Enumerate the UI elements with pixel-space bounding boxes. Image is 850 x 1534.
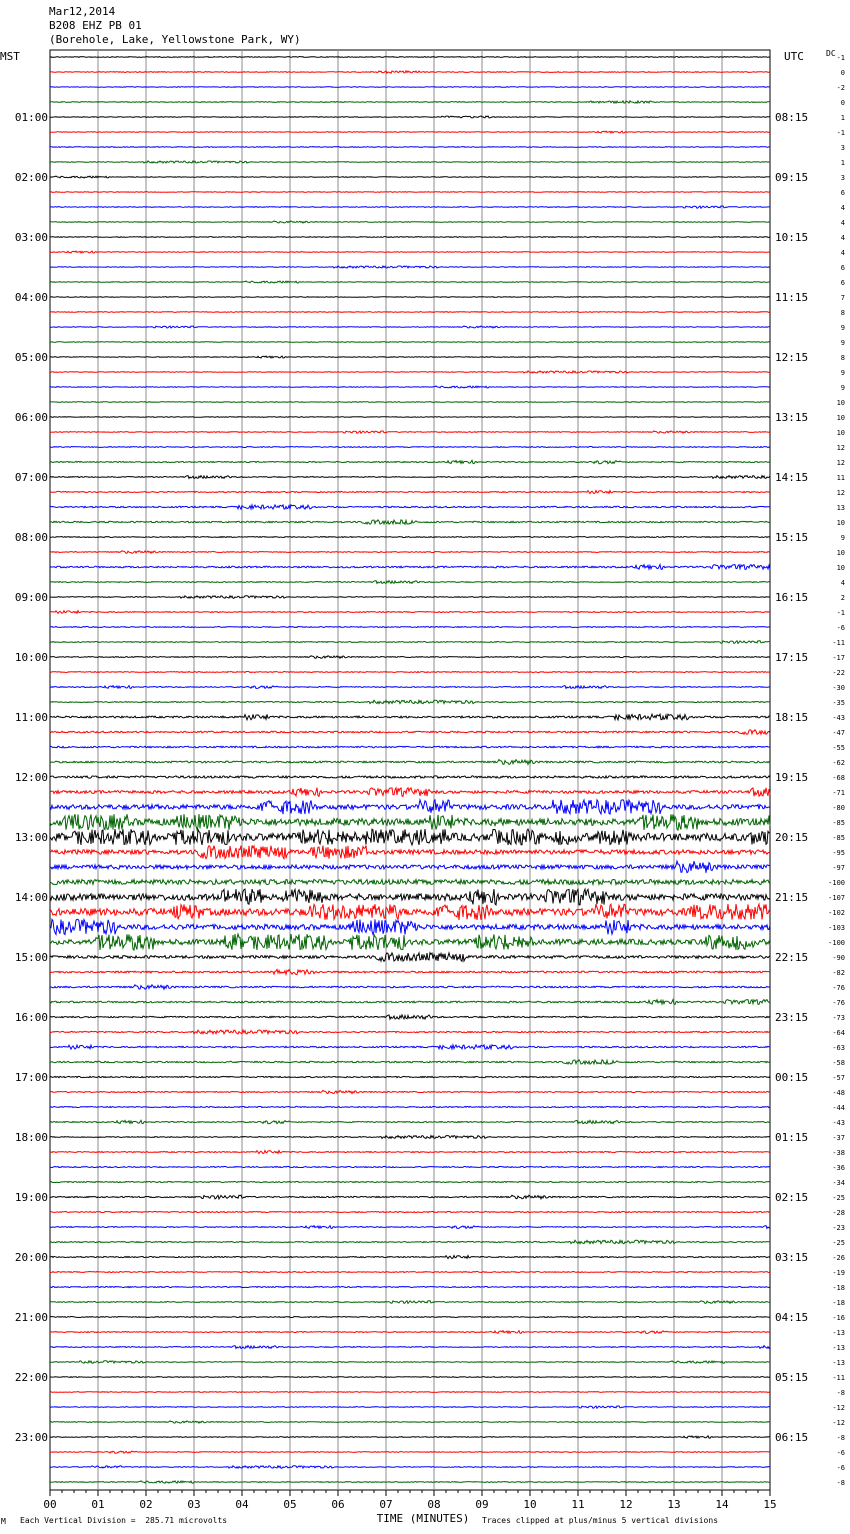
seismic-trace [50,1015,770,1019]
hour-label-mst: 04:00 [14,291,48,304]
x-tick-label: 15 [763,1498,777,1511]
hour-label-utc: 01:15 [775,1131,809,1144]
seismic-trace [50,800,770,814]
dc-offset-value: 9 [840,384,845,392]
seismic-trace [50,611,770,614]
seismic-trace [50,700,770,703]
dc-offset-value: -19 [832,1269,845,1277]
hour-label-utc: 02:15 [775,1191,809,1204]
dc-offset-value: -43 [832,1119,845,1127]
right-timezone-label: UTC [784,50,804,63]
hour-label-utc: 19:15 [775,771,809,784]
seismic-trace [50,1000,770,1005]
x-tick-label: 01 [91,1498,105,1511]
seismic-trace [50,1076,770,1077]
dc-offset-value: -47 [832,729,845,737]
dc-offset-value: -100 [828,879,845,887]
hour-label-utc: 11:15 [775,291,809,304]
dc-offset-value: -6 [836,624,845,632]
dc-offset-value: -71 [832,789,845,797]
hour-label-utc: 09:15 [775,171,809,184]
seismic-trace [50,596,770,598]
dc-offset-value: 12 [836,459,845,467]
seismic-trace [50,371,770,373]
dc-offset-value: -43 [832,714,845,722]
dc-offset-value: 9 [840,369,845,377]
hour-label-utc: 03:15 [775,1251,809,1264]
dc-offset-value: -28 [832,1209,845,1217]
seismic-trace [50,1030,770,1034]
dc-offset-value: 6 [840,189,845,197]
dc-offset-value: -11 [832,639,845,647]
x-tick-label: 14 [715,1498,729,1511]
seismic-trace [50,1406,770,1408]
station-location: (Borehole, Lake, Yellowstone Park, WY) [49,33,301,46]
seismic-trace [50,1331,770,1334]
seismic-trace [50,686,770,689]
seismic-trace [50,402,770,403]
hour-label-utc: 04:15 [775,1311,809,1324]
hour-label-mst: 03:00 [14,231,48,244]
dc-offset-value: -57 [832,1074,845,1082]
seismic-trace [50,1466,770,1468]
dc-offset-value: 0 [840,69,845,77]
seismic-trace [50,1421,770,1423]
seismic-trace [50,447,770,448]
dc-offset-value: 7 [840,294,845,302]
dc-offset-value: 10 [836,549,845,557]
dc-offset-value: 9 [840,324,845,332]
seismic-trace [50,57,770,58]
seismic-trace [50,889,770,905]
dc-offset-value: 4 [840,219,845,227]
seismic-trace [50,221,770,223]
x-tick-label: 05 [283,1498,297,1511]
dc-offset-value: 3 [840,174,845,182]
dc-offset-value: -6 [836,1449,845,1457]
seismic-trace [50,1481,770,1483]
seismic-trace [50,1181,770,1182]
dc-offset-value: -82 [832,969,845,977]
dc-offset-value: 2 [840,594,845,602]
dc-offset-value: 1 [840,159,845,167]
dc-offset-value: -30 [832,684,845,692]
hour-label-mst: 11:00 [14,711,48,724]
station-code: B208 EHZ PB 01 [49,19,142,32]
seismic-trace [50,537,770,538]
hour-label-mst: 20:00 [14,1251,48,1264]
seismic-trace [50,417,770,418]
hour-label-mst: 15:00 [14,951,48,964]
seismic-trace [50,476,770,479]
seismic-trace [50,1436,770,1438]
hour-label-mst: 22:00 [14,1371,48,1384]
dc-offset-value: -2 [836,84,845,92]
dc-offset-value: -8 [836,1434,845,1442]
chart-date: Mar12,2014 [49,5,116,18]
seismic-trace [50,714,770,720]
dc-offset-value: -63 [832,1044,845,1052]
seismic-trace [50,1166,770,1167]
seismic-trace [50,131,770,133]
dc-offset-value: 10 [836,399,845,407]
seismic-trace [50,776,770,778]
dc-offset-value: 3 [840,144,845,152]
dc-offset-value: 10 [836,564,845,572]
seismic-trace [50,281,770,283]
dc-offset-value: -18 [832,1299,845,1307]
seismic-trace [50,829,770,845]
dc-offset-value: 6 [840,279,845,287]
seismic-trace [50,1045,770,1049]
seismic-trace [50,934,770,950]
dc-offset-value: -12 [832,1419,845,1427]
seismic-trace [50,879,770,884]
dc-offset-value: 4 [840,579,845,587]
hour-label-mst: 09:00 [14,591,48,604]
dc-offset-value: -64 [832,1029,845,1037]
seismic-trace [50,251,770,253]
seismic-trace [50,581,770,584]
dc-offset-value: -80 [832,804,845,812]
x-tick-label: 12 [619,1498,633,1511]
seismic-trace [50,845,770,858]
dc-offset-value: -8 [836,1479,845,1487]
dc-offset-value: -107 [828,894,845,902]
dc-offset-value: -25 [832,1194,845,1202]
seismic-trace [50,342,770,343]
hour-label-utc: 20:15 [775,831,809,844]
hour-label-utc: 12:15 [775,351,809,364]
seismic-trace [50,730,770,735]
dc-offset-value: -1 [836,609,845,617]
dc-offset-value: 6 [840,264,845,272]
dc-header: DC [826,49,836,58]
seismic-trace [50,904,770,920]
dc-offset-value: -95 [832,849,845,857]
seismic-trace [50,1286,770,1287]
seismic-trace [50,969,770,974]
hour-label-mst: 19:00 [14,1191,48,1204]
x-axis-title: TIME (MINUTES) [376,1512,470,1525]
seismic-trace [50,551,770,554]
seismic-trace [50,491,770,494]
dc-offset-value: -58 [832,1059,845,1067]
dc-offset-value: -12 [832,1404,845,1412]
seismic-trace [50,953,770,962]
dc-offset-value: -37 [832,1134,845,1142]
seismic-trace [50,237,770,238]
seismic-trace [50,1451,770,1453]
seismic-trace [50,460,770,463]
hour-label-mst: 01:00 [14,111,48,124]
dc-offset-value: -13 [832,1329,845,1337]
dc-offset-value: -44 [832,1104,845,1112]
seismic-trace [50,326,770,328]
seismic-trace [50,505,770,509]
seismic-trace [50,1240,770,1243]
seismic-trace [50,161,770,163]
x-axis [43,1490,776,1511]
dc-offset-value: -36 [832,1164,845,1172]
hour-label-mst: 06:00 [14,411,48,424]
dc-offset-value: -48 [832,1089,845,1097]
hour-label-utc: 00:15 [775,1071,809,1084]
seismic-trace [50,1211,770,1212]
seismic-trace [50,1272,770,1273]
dc-offset-value: 4 [840,249,845,257]
hour-label-mst: 14:00 [14,891,48,904]
dc-offset-value: 4 [840,234,845,242]
dc-offset-value: 12 [836,489,845,497]
hour-label-utc: 22:15 [775,951,809,964]
scale-note: Each Vertical Division = 285.71 microvolts [20,1516,228,1525]
seismic-trace [50,1317,770,1318]
seismic-trace [50,641,770,644]
seismic-trace [50,312,770,313]
plot-frame [50,50,770,1490]
x-tick-label: 06 [331,1498,345,1511]
seismic-trace [50,1256,770,1259]
dc-offset-value: 11 [836,474,845,482]
dc-offset-value: 13 [836,504,845,512]
x-tick-label: 04 [235,1498,249,1511]
hour-label-utc: 13:15 [775,411,809,424]
dc-offset-labels [828,54,845,1487]
hour-label-utc: 18:15 [775,711,809,724]
seismic-trace [50,1060,770,1064]
dc-offset-value: -1 [836,54,845,62]
x-tick-label: 07 [379,1498,393,1511]
minute-gridlines [98,50,722,1490]
x-tick-label: 11 [571,1498,585,1511]
dc-offset-value: -13 [832,1344,845,1352]
seismic-trace [50,192,770,193]
dc-offset-value: -8 [836,1389,845,1397]
dc-offset-value: 9 [840,339,845,347]
hour-label-utc: 15:15 [775,531,809,544]
dc-offset-value: -76 [832,999,845,1007]
hour-label-mst: 10:00 [14,651,48,664]
dc-offset-value: 8 [840,309,845,317]
hour-label-utc: 06:15 [775,1431,809,1444]
hour-label-mst: 08:00 [14,531,48,544]
dc-offset-value: -68 [832,774,845,782]
dc-offset-value: 10 [836,429,845,437]
seismic-trace [50,1301,770,1304]
dc-offset-value: -55 [832,744,845,752]
dc-offset-value: -23 [832,1224,845,1232]
dc-offset-value: -34 [832,1179,845,1187]
seismic-trace [50,1361,770,1363]
dc-offset-value: -62 [832,759,845,767]
dc-offset-value: -102 [828,909,845,917]
dc-offset-value: 8 [840,354,845,362]
hour-label-mst: 07:00 [14,471,48,484]
x-tick-label: 09 [475,1498,489,1511]
x-tick-label: 02 [139,1498,153,1511]
seismic-trace [50,176,770,178]
seismic-trace [50,919,770,934]
seismic-trace [50,71,770,73]
dc-offset-value: 0 [840,99,845,107]
seismic-trace [50,520,770,524]
seismic-trace [50,1090,770,1093]
dc-offset-value: 10 [836,414,845,422]
clip-note: Traces clipped at plus/minus 5 vertical divisions [482,1516,719,1525]
dc-offset-value: -17 [832,654,845,662]
hour-label-utc: 14:15 [775,471,809,484]
dc-offset-value: -35 [832,699,845,707]
hour-label-mst: 13:00 [14,831,48,844]
seismic-trace [50,266,770,268]
dc-offset-value: 12 [836,444,845,452]
seismic-trace [50,356,770,358]
hour-label-utc: 08:15 [775,111,809,124]
x-tick-label: 00 [43,1498,57,1511]
seismic-trace [50,656,770,659]
dc-offset-value: -100 [828,939,845,947]
seismic-trace [50,147,770,148]
dc-offset-value: -85 [832,834,845,842]
seismic-trace [50,985,770,989]
seismic-trace [50,746,770,748]
dc-offset-value: -22 [832,669,845,677]
hour-label-utc: 21:15 [775,891,809,904]
dc-offset-value: -97 [832,864,845,872]
seismic-trace [50,431,770,433]
dc-offset-value: -18 [832,1284,845,1292]
hour-label-mst: 12:00 [14,771,48,784]
seismic-trace [50,1392,770,1393]
corner-mark: M [1,1517,6,1526]
dc-offset-value: 9 [840,534,845,542]
seismic-trace [50,1377,770,1378]
left-hour-labels [15,111,48,1444]
seismic-trace [50,116,770,118]
hour-label-mst: 23:00 [14,1431,48,1444]
right-hour-labels [775,111,808,1444]
hour-label-mst: 17:00 [14,1071,48,1084]
dc-offset-value: -76 [832,984,845,992]
dc-offset-value: -85 [832,819,845,827]
x-tick-label: 13 [667,1498,681,1511]
dc-offset-value: -16 [832,1314,845,1322]
x-tick-label: 08 [427,1498,441,1511]
seismic-trace [50,1106,770,1107]
seismic-trace [50,1120,770,1123]
dc-offset-value: -73 [832,1014,845,1022]
seismic-trace [50,87,770,88]
dc-offset-value: -6 [836,1464,845,1472]
seismic-trace [50,101,770,103]
seismic-trace [50,1151,770,1154]
dc-offset-value: 4 [840,204,845,212]
seismic-trace [50,1136,770,1139]
dc-offset-value: 1 [840,114,845,122]
seismic-trace [50,1195,770,1199]
seismic-trace [50,861,770,873]
x-tick-label: 03 [187,1498,201,1511]
x-tick-label: 10 [523,1498,537,1511]
hour-label-utc: 05:15 [775,1371,809,1384]
dc-offset-value: -1 [836,129,845,137]
hour-label-mst: 21:00 [14,1311,48,1324]
seismic-trace [50,1346,770,1349]
seismic-trace [50,788,770,797]
hour-label-utc: 10:15 [775,231,809,244]
hour-label-utc: 23:15 [775,1011,809,1024]
left-timezone-label: MST [0,50,20,63]
dc-offset-value: -13 [832,1359,845,1367]
trace-group [50,57,770,1484]
seismic-trace [50,206,770,208]
hour-label-utc: 16:15 [775,591,809,604]
hour-label-utc: 17:15 [775,651,809,664]
dc-offset-value: 10 [836,519,845,527]
seismic-trace [50,627,770,628]
hour-label-mst: 02:00 [14,171,48,184]
seismic-trace [50,672,770,673]
seismic-trace [50,386,770,388]
hour-label-mst: 16:00 [14,1011,48,1024]
dc-offset-value: -11 [832,1374,845,1382]
seismic-trace [50,1226,770,1229]
dc-offset-value: -26 [832,1254,845,1262]
seismic-trace [50,760,770,765]
dc-offset-value: -90 [832,954,845,962]
dc-offset-value: -25 [832,1239,845,1247]
seismic-trace [50,565,770,570]
seismic-trace [50,814,770,830]
dc-offset-value: -103 [828,924,845,932]
seismic-trace [50,297,770,298]
dc-offset-value: -38 [832,1149,845,1157]
hour-label-mst: 05:00 [14,351,48,364]
hour-label-mst: 18:00 [14,1131,48,1144]
